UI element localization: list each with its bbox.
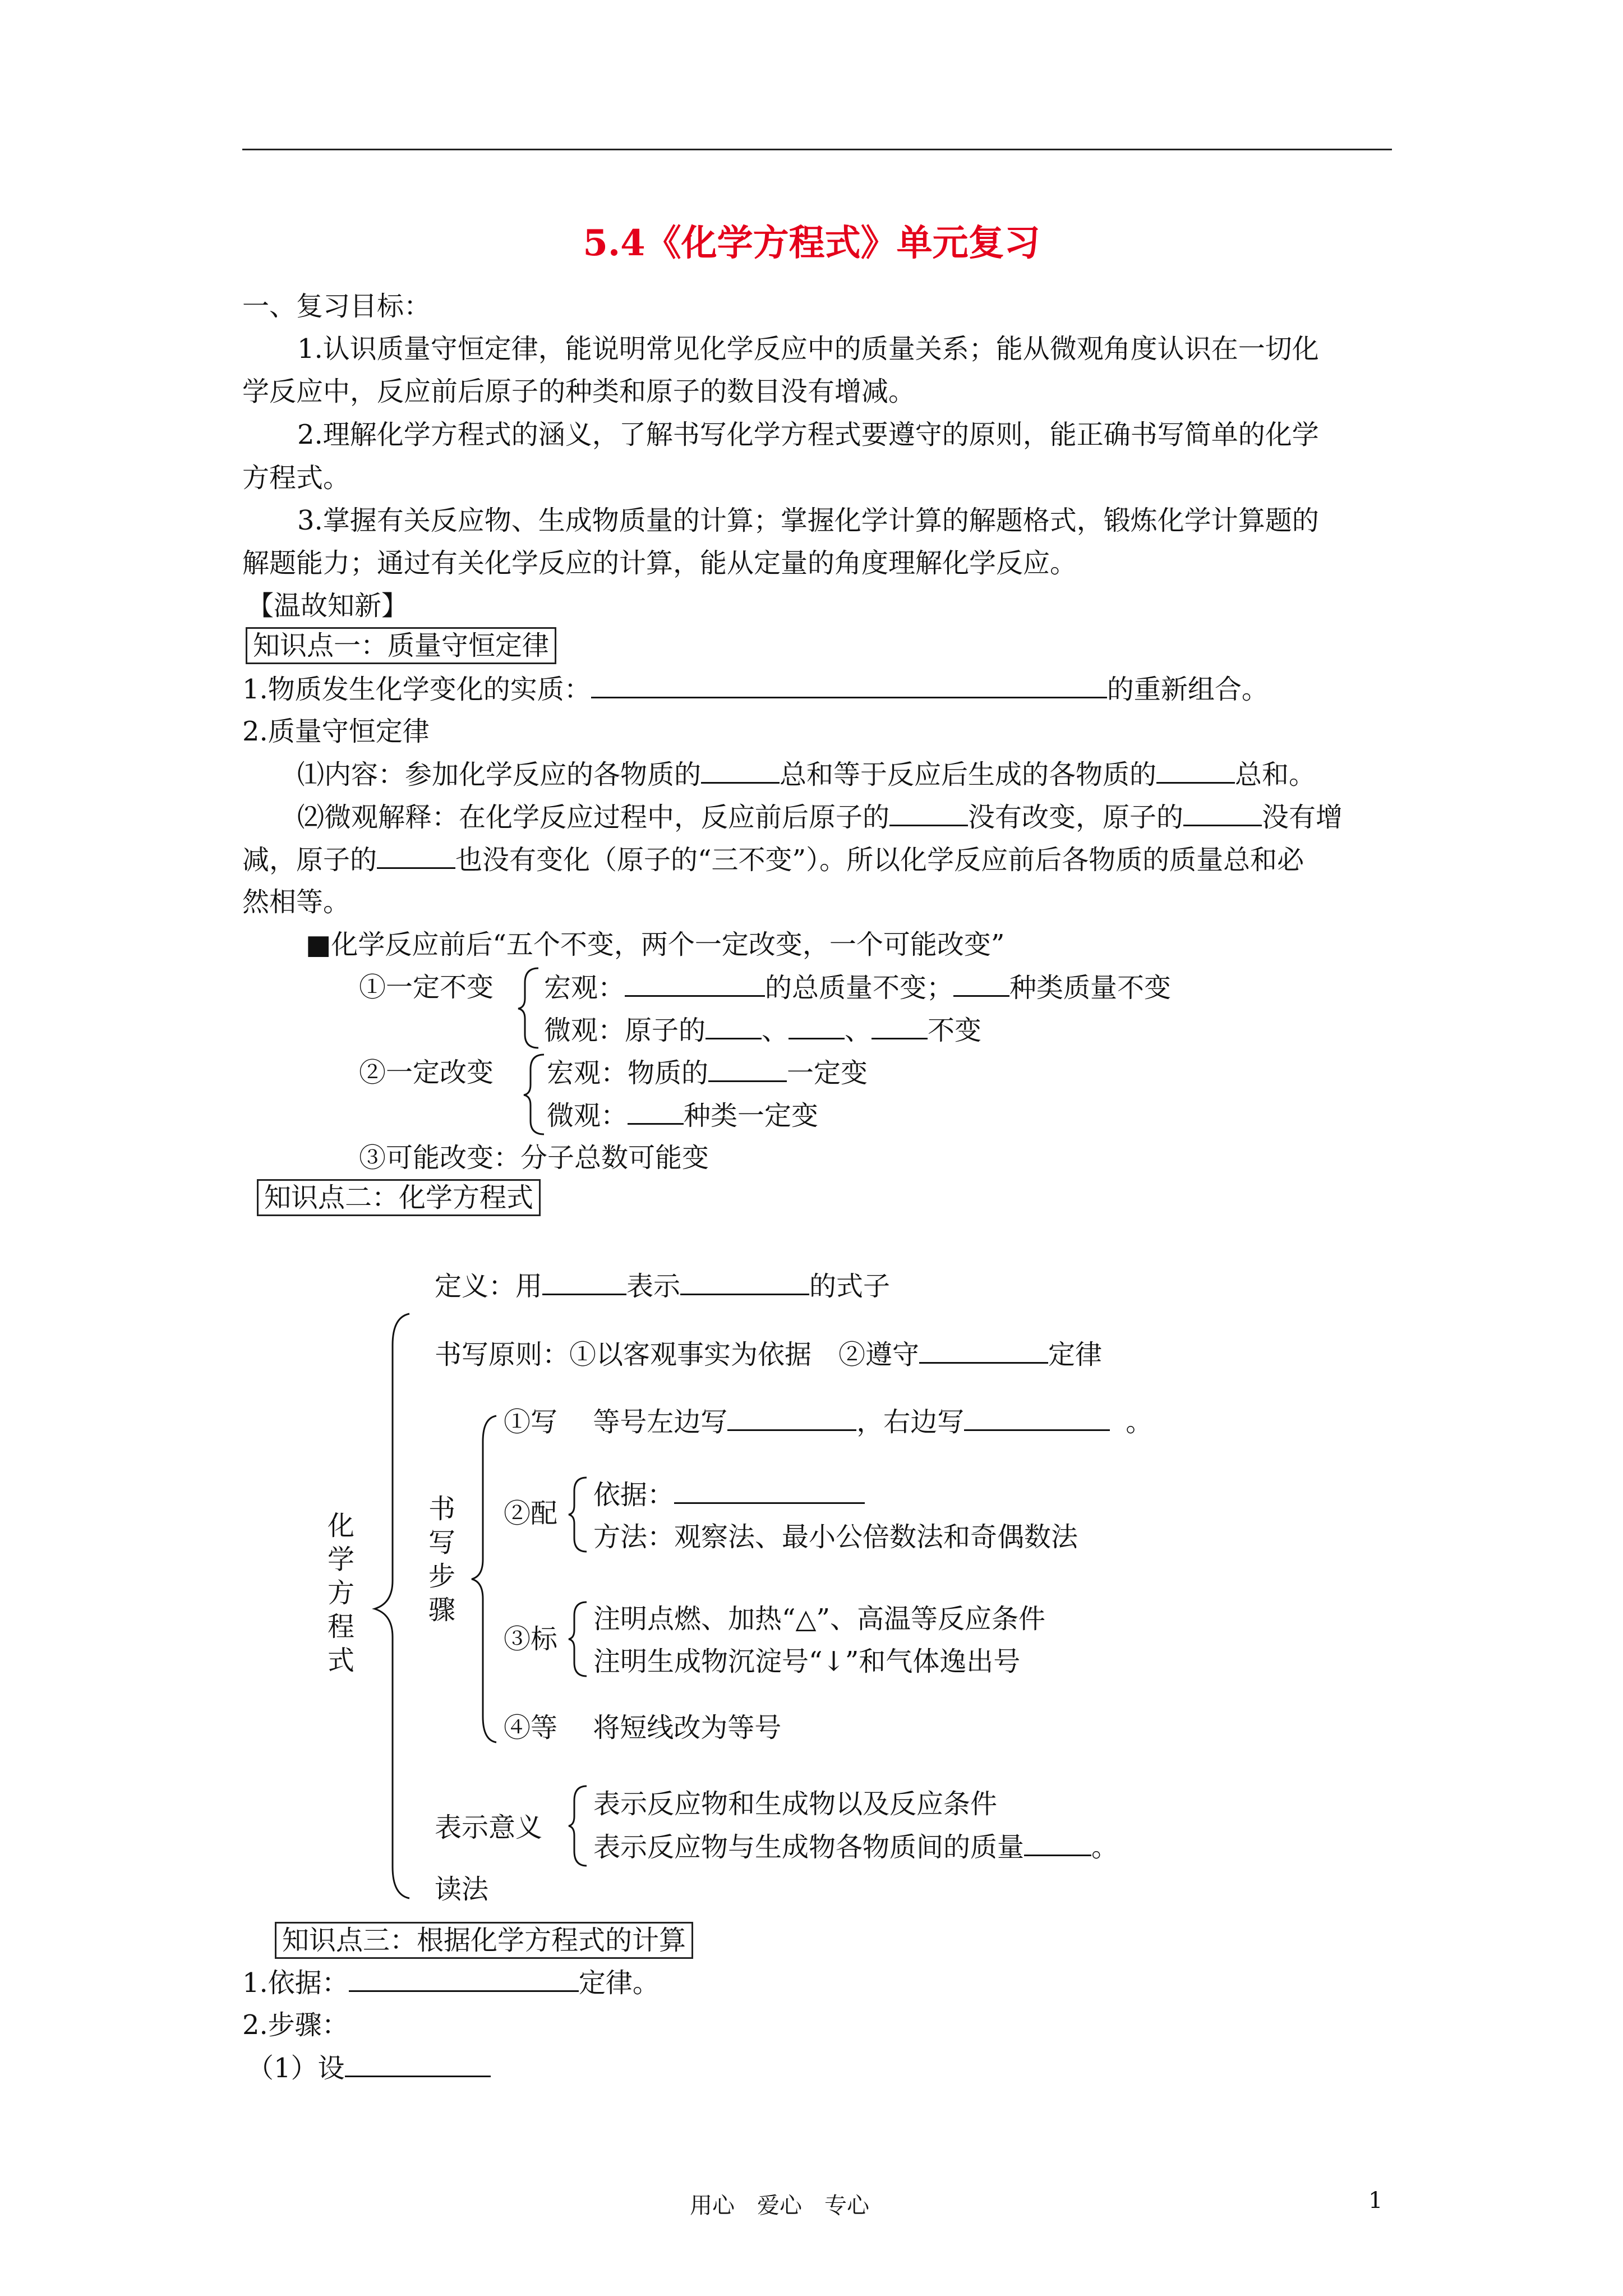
goal-2b: 方程式。: [242, 462, 351, 494]
step-equal: ④等 将短线改为等号: [504, 1712, 782, 1743]
unchanged-micro: 微观：原子的 、 、 不变: [544, 1013, 981, 1047]
kp1-line1: 1.物质发生化学变化的实质： 的重新组合。: [242, 672, 1269, 706]
steps-label: 书 写 步 骤: [428, 1493, 455, 1626]
kp3-box: 知识点三：根据化学方程式的计算: [275, 1922, 693, 1959]
kp1-content: ⑴内容：参加化学反应的各物质的 总和等于反应后生成的各物质的 总和。: [297, 757, 1316, 792]
unchanged-label: ①一定不变: [359, 972, 494, 1003]
blank-atom-1[interactable]: [706, 1013, 762, 1039]
kp3-steps: 2.步骤：: [242, 2009, 349, 2041]
brace-steps: [468, 1414, 502, 1745]
blank-def-1[interactable]: [542, 1269, 626, 1295]
definition: 定义：用 表示 的式子: [435, 1269, 890, 1303]
meaning-2: 表示反应物与生成物各物质间的质量 。: [593, 1830, 1118, 1864]
kp2-box: 知识点二：化学方程式: [257, 1179, 541, 1216]
mark-precipitate: 注明生成物沉淀号“↓”和气体逸出号: [593, 1646, 1021, 1677]
blank-essence[interactable]: [591, 672, 1107, 698]
page-title: 5.4《化学方程式》单元复习: [583, 222, 1040, 264]
kp1-box: 知识点一：质量守恒定律: [246, 627, 556, 664]
blank-unchanged-macro-1[interactable]: [625, 970, 765, 997]
changed-macro: 宏观：物质的 一定变: [547, 1056, 868, 1090]
brace-unchanged: [516, 966, 544, 1050]
changed-micro: 微观： 种类一定变: [547, 1098, 818, 1133]
brace-meaning: [566, 1784, 592, 1868]
goal-3b: 解题能力；通过有关化学反应的计算，能从定量的角度理解化学反应。: [242, 547, 1077, 579]
unchanged-macro: 宏观： 的总质量不变； 种类质量不变: [544, 970, 1171, 1005]
brace-balance: [566, 1475, 592, 1554]
blank-unchanged-macro-2[interactable]: [953, 970, 1009, 997]
maybe-changed: ③可能改变：分子总数可能变: [359, 1142, 709, 1174]
read-method: 读法: [435, 1874, 489, 1905]
blank-def-2[interactable]: [680, 1269, 809, 1295]
kp1-micro-1: ⑵微观解释：在化学反应过程中，反应前后原子的 没有改变，原子的 没有增: [297, 800, 1343, 834]
balance-method: 方法：观察法、最小公倍数法和奇偶数法: [593, 1521, 1078, 1553]
balance-basis: 依据：: [593, 1478, 865, 1512]
mark-condition: 注明点燃、加热“△”、高温等反应条件: [593, 1603, 1045, 1635]
kp1-micro-3: 然相等。: [242, 886, 351, 918]
blank-changed-macro[interactable]: [708, 1056, 787, 1082]
kp1-micro-2: 减，原子的 也没有变化（原子的“三不变”）。所以化学反应前后各物质的质量总和必: [242, 843, 1304, 877]
meaning-label: 表示意义: [435, 1812, 543, 1843]
blank-content-2[interactable]: [1156, 757, 1235, 784]
goal-1a: 1.认识质量守恒定律，能说明常见化学反应中的质量关系；能从微观角度认识在一切化: [297, 333, 1319, 365]
blank-step-set[interactable]: [345, 2051, 491, 2077]
brace-mark: [566, 1600, 592, 1678]
kp3-step-1: （1）设: [247, 2051, 491, 2085]
root-label: 化 学 方 程 式: [327, 1510, 354, 1676]
page-number: 1: [1368, 2188, 1383, 2214]
review-heading: 【温故知新】: [247, 590, 409, 622]
goals-heading: 一、复习目标：: [242, 291, 431, 322]
goal-3a: 3.掌握有关反应物、生成物质量的计算；掌握化学计算的解题格式，锻炼化学计算题的: [297, 505, 1319, 536]
goal-1b: 学反应中，反应前后原子的种类和原子的数目没有增减。: [242, 376, 916, 407]
writing-principle: 书写原则：①以客观事实为依据 ②遵守 定律: [435, 1337, 1102, 1372]
blank-atom-2[interactable]: [789, 1013, 845, 1039]
brace-root: [370, 1312, 415, 1901]
five-unchanged: ■化学反应前后“五个不变，两个一定改变，一个可能改变”: [306, 929, 1005, 960]
blank-content-1[interactable]: [701, 757, 780, 784]
blank-micro-1[interactable]: [889, 800, 968, 826]
blank-micro-3[interactable]: [377, 843, 455, 869]
blank-calc-basis[interactable]: [349, 1966, 579, 1992]
blank-balance-basis[interactable]: [674, 1478, 865, 1504]
step-balance-label: ②配: [504, 1498, 558, 1529]
blank-principle[interactable]: [919, 1337, 1048, 1364]
step-mark-label: ③标: [504, 1623, 558, 1655]
changed-label: ②一定改变: [359, 1057, 494, 1088]
header-rule: [242, 149, 1392, 150]
blank-right-side[interactable]: [964, 1405, 1110, 1431]
brace-changed: [522, 1052, 550, 1137]
footer-motto: 用心 爱心 专心: [690, 2193, 869, 2219]
blank-mass-ratio[interactable]: [1024, 1830, 1091, 1856]
blank-left-side[interactable]: [727, 1405, 856, 1431]
blank-atom-3[interactable]: [872, 1013, 928, 1039]
blank-micro-2[interactable]: [1183, 800, 1262, 826]
kp3-basis: 1.依据： 定律。: [242, 1966, 660, 2000]
step-write: ①写 等号左边写 ，右边写 。: [504, 1405, 1152, 1439]
goal-2a: 2.理解化学方程式的涵义，了解书写化学方程式要遵守的原则，能正确书写简单的化学: [297, 419, 1319, 450]
meaning-1: 表示反应物和生成物以及反应条件: [593, 1788, 998, 1820]
blank-changed-micro[interactable]: [628, 1098, 684, 1125]
kp1-line2: 2.质量守恒定律: [242, 716, 430, 747]
